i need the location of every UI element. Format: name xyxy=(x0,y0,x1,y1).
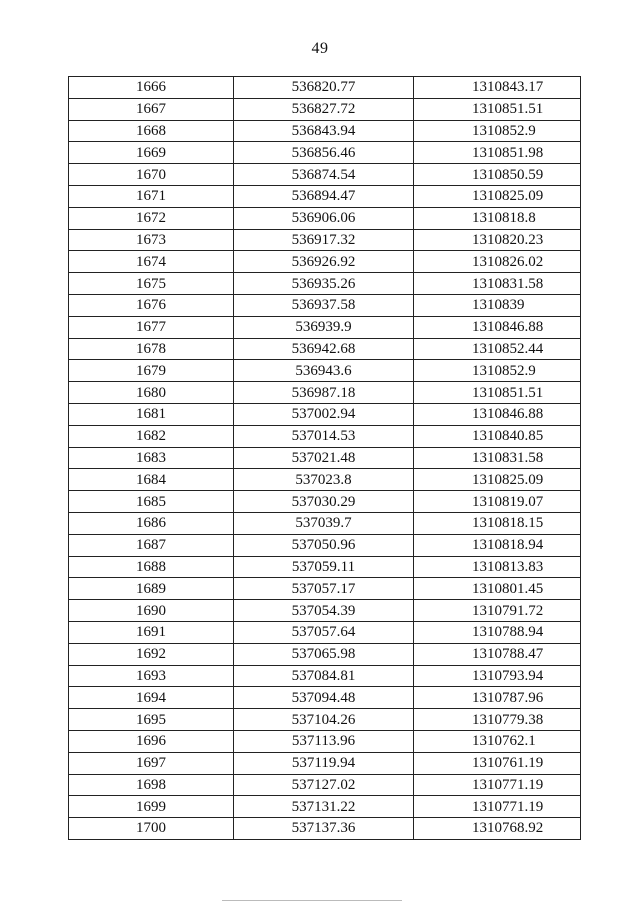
y-coordinate-cell: 1310768.92 xyxy=(414,818,581,840)
point-number-cell: 1699 xyxy=(69,796,234,818)
x-coordinate-cell: 536935.26 xyxy=(234,273,414,295)
y-coordinate-cell: 1310788.47 xyxy=(414,643,581,665)
table-row xyxy=(69,818,581,840)
coordinates-table-body xyxy=(69,77,581,840)
table-row xyxy=(69,752,581,774)
table-row xyxy=(69,294,581,316)
x-coordinate-cell: 537065.98 xyxy=(234,643,414,665)
point-number-cell: 1683 xyxy=(69,447,234,469)
x-coordinate-cell: 536942.68 xyxy=(234,338,414,360)
table-row xyxy=(69,447,581,469)
y-coordinate-cell: 1310850.59 xyxy=(414,164,581,186)
table-row xyxy=(69,382,581,404)
x-coordinate-cell: 536987.18 xyxy=(234,382,414,404)
y-coordinate-cell: 1310839 xyxy=(414,294,581,316)
y-coordinate-cell: 1310818.94 xyxy=(414,534,581,556)
y-coordinate-cell: 1310843.17 xyxy=(414,77,581,99)
point-number-cell: 1679 xyxy=(69,360,234,382)
point-number-cell: 1687 xyxy=(69,534,234,556)
y-coordinate-cell: 1310791.72 xyxy=(414,600,581,622)
y-coordinate-cell: 1310852.44 xyxy=(414,338,581,360)
point-number-cell: 1685 xyxy=(69,491,234,513)
point-number-cell: 1700 xyxy=(69,818,234,840)
x-coordinate-cell: 537014.53 xyxy=(234,425,414,447)
y-coordinate-cell: 1310825.09 xyxy=(414,469,581,491)
x-coordinate-cell: 536843.94 xyxy=(234,120,414,142)
x-coordinate-cell: 537039.7 xyxy=(234,512,414,534)
x-coordinate-cell: 536827.72 xyxy=(234,98,414,120)
x-coordinate-cell: 537030.29 xyxy=(234,491,414,513)
y-coordinate-cell: 1310846.88 xyxy=(414,316,581,338)
table-row xyxy=(69,512,581,534)
bottom-divider xyxy=(222,900,402,901)
coordinates-table xyxy=(68,76,581,840)
table-row xyxy=(69,316,581,338)
table-row xyxy=(69,120,581,142)
x-coordinate-cell: 536856.46 xyxy=(234,142,414,164)
x-coordinate-cell: 537084.81 xyxy=(234,665,414,687)
table-row xyxy=(69,796,581,818)
point-number-cell: 1668 xyxy=(69,120,234,142)
y-coordinate-cell: 1310852.9 xyxy=(414,360,581,382)
x-coordinate-cell: 537131.22 xyxy=(234,796,414,818)
x-coordinate-cell: 537021.48 xyxy=(234,447,414,469)
point-number-cell: 1690 xyxy=(69,600,234,622)
point-number-cell: 1667 xyxy=(69,98,234,120)
point-number-cell: 1666 xyxy=(69,77,234,99)
x-coordinate-cell: 537057.17 xyxy=(234,578,414,600)
x-coordinate-cell: 537137.36 xyxy=(234,818,414,840)
x-coordinate-cell: 537059.11 xyxy=(234,556,414,578)
x-coordinate-cell: 537057.64 xyxy=(234,621,414,643)
page-number: 49 xyxy=(311,40,329,57)
point-number-cell: 1694 xyxy=(69,687,234,709)
y-coordinate-cell: 1310826.02 xyxy=(414,251,581,273)
x-coordinate-cell: 537127.02 xyxy=(234,774,414,796)
point-number-cell: 1692 xyxy=(69,643,234,665)
point-number-cell: 1691 xyxy=(69,621,234,643)
table-row xyxy=(69,469,581,491)
table-row xyxy=(69,77,581,99)
y-coordinate-cell: 1310771.19 xyxy=(414,774,581,796)
y-coordinate-cell: 1310846.88 xyxy=(414,403,581,425)
table-row xyxy=(69,229,581,251)
point-number-cell: 1680 xyxy=(69,382,234,404)
table-row xyxy=(69,687,581,709)
table-row xyxy=(69,207,581,229)
point-number-cell: 1695 xyxy=(69,709,234,731)
x-coordinate-cell: 537094.48 xyxy=(234,687,414,709)
point-number-cell: 1672 xyxy=(69,207,234,229)
y-coordinate-cell: 1310831.58 xyxy=(414,447,581,469)
y-coordinate-cell: 1310788.94 xyxy=(414,621,581,643)
point-number-cell: 1682 xyxy=(69,425,234,447)
point-number-cell: 1674 xyxy=(69,251,234,273)
point-number-cell: 1675 xyxy=(69,273,234,295)
x-coordinate-cell: 536937.58 xyxy=(234,294,414,316)
point-number-cell: 1673 xyxy=(69,229,234,251)
y-coordinate-cell: 1310787.96 xyxy=(414,687,581,709)
y-coordinate-cell: 1310825.09 xyxy=(414,185,581,207)
x-coordinate-cell: 537002.94 xyxy=(234,403,414,425)
point-number-cell: 1689 xyxy=(69,578,234,600)
y-coordinate-cell: 1310851.98 xyxy=(414,142,581,164)
table-row xyxy=(69,491,581,513)
point-number-cell: 1696 xyxy=(69,730,234,752)
table-row xyxy=(69,665,581,687)
table-row xyxy=(69,730,581,752)
y-coordinate-cell: 1310779.38 xyxy=(414,709,581,731)
table-row xyxy=(69,643,581,665)
point-number-cell: 1684 xyxy=(69,469,234,491)
point-number-cell: 1670 xyxy=(69,164,234,186)
x-coordinate-cell: 536917.32 xyxy=(234,229,414,251)
point-number-cell: 1693 xyxy=(69,665,234,687)
x-coordinate-cell: 536939.9 xyxy=(234,316,414,338)
y-coordinate-cell: 1310762.1 xyxy=(414,730,581,752)
x-coordinate-cell: 536926.92 xyxy=(234,251,414,273)
table-row xyxy=(69,578,581,600)
table-row xyxy=(69,403,581,425)
table-row xyxy=(69,251,581,273)
x-coordinate-cell: 536943.6 xyxy=(234,360,414,382)
table-row xyxy=(69,556,581,578)
y-coordinate-cell: 1310793.94 xyxy=(414,665,581,687)
y-coordinate-cell: 1310820.23 xyxy=(414,229,581,251)
x-coordinate-cell: 537104.26 xyxy=(234,709,414,731)
y-coordinate-cell: 1310819.07 xyxy=(414,491,581,513)
table-row xyxy=(69,98,581,120)
y-coordinate-cell: 1310761.19 xyxy=(414,752,581,774)
table-row xyxy=(69,164,581,186)
table-row xyxy=(69,185,581,207)
point-number-cell: 1676 xyxy=(69,294,234,316)
point-number-cell: 1697 xyxy=(69,752,234,774)
x-coordinate-cell: 536820.77 xyxy=(234,77,414,99)
y-coordinate-cell: 1310852.9 xyxy=(414,120,581,142)
table-row xyxy=(69,142,581,164)
x-coordinate-cell: 537054.39 xyxy=(234,600,414,622)
table-row xyxy=(69,338,581,360)
point-number-cell: 1681 xyxy=(69,403,234,425)
point-number-cell: 1677 xyxy=(69,316,234,338)
table-row xyxy=(69,425,581,447)
x-coordinate-cell: 536906.06 xyxy=(234,207,414,229)
point-number-cell: 1678 xyxy=(69,338,234,360)
x-coordinate-cell: 537023.8 xyxy=(234,469,414,491)
y-coordinate-cell: 1310771.19 xyxy=(414,796,581,818)
table-row xyxy=(69,709,581,731)
y-coordinate-cell: 1310818.15 xyxy=(414,512,581,534)
y-coordinate-cell: 1310813.83 xyxy=(414,556,581,578)
table-row xyxy=(69,534,581,556)
x-coordinate-cell: 536874.54 xyxy=(234,164,414,186)
y-coordinate-cell: 1310831.58 xyxy=(414,273,581,295)
x-coordinate-cell: 537050.96 xyxy=(234,534,414,556)
point-number-cell: 1686 xyxy=(69,512,234,534)
x-coordinate-cell: 536894.47 xyxy=(234,185,414,207)
point-number-cell: 1698 xyxy=(69,774,234,796)
y-coordinate-cell: 1310851.51 xyxy=(414,382,581,404)
table-row xyxy=(69,360,581,382)
y-coordinate-cell: 1310818.8 xyxy=(414,207,581,229)
table-row xyxy=(69,600,581,622)
table-row xyxy=(69,774,581,796)
table-row xyxy=(69,273,581,295)
point-number-cell: 1688 xyxy=(69,556,234,578)
point-number-cell: 1669 xyxy=(69,142,234,164)
y-coordinate-cell: 1310801.45 xyxy=(414,578,581,600)
y-coordinate-cell: 1310840.85 xyxy=(414,425,581,447)
y-coordinate-cell: 1310851.51 xyxy=(414,98,581,120)
x-coordinate-cell: 537119.94 xyxy=(234,752,414,774)
x-coordinate-cell: 537113.96 xyxy=(234,730,414,752)
table-row xyxy=(69,621,581,643)
point-number-cell: 1671 xyxy=(69,185,234,207)
